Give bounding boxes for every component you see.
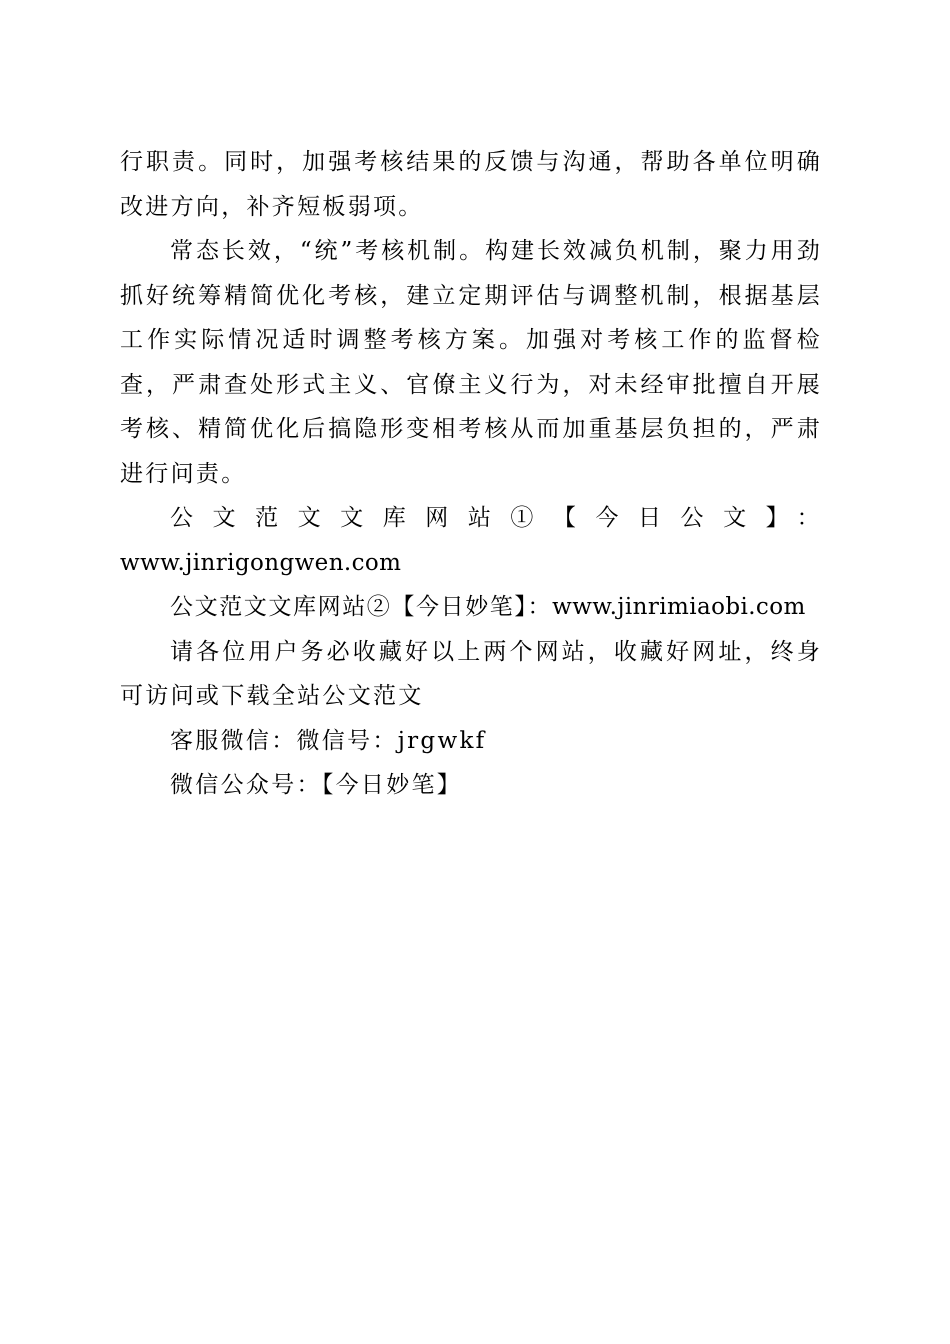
site1-url[interactable]: www.jinrigongwen.com xyxy=(120,549,402,576)
document-page xyxy=(120,140,822,808)
site2-label: 公文范文文库网站②【今日妙笔】： xyxy=(170,594,553,620)
site1-label: 公文范文文库网站①【今日公文】： xyxy=(170,505,822,531)
site2-url[interactable]: www.jinrimiaobi.com xyxy=(552,594,806,620)
body-paragraph-2: 常态长效，“统”考核机制。构建长效减负机制，聚力用劲抓好统筹精简优化考核，建立定期评估与调整机制，根据基层工作实际情况适时调整考核方案。加强对考核工作的监督检查，严肃查处形式主义、官僚主义行为，对未经审批擅自开展考核、精简优化后搞隐形变相考核从而加重基层负担的，严肃进行问责。 xyxy=(120,238,822,487)
official-account-name: 【今日妙笔】 xyxy=(321,772,463,798)
bookmark-notice: 请各位用户务必收藏好以上两个网站，收藏好网址，终身可访问或下载全站公文范文 xyxy=(120,638,822,709)
official-account-label: 微信公众号： xyxy=(170,772,322,798)
service-label: 客服微信：微信号： xyxy=(170,727,398,754)
body-paragraph-1: 行职责。同时，加强考核结果的反馈与沟通，帮助各单位明确改进方向，补齐短板弱项。 xyxy=(120,149,822,220)
official-account-line xyxy=(120,763,822,808)
site2-line xyxy=(120,585,822,630)
service-line xyxy=(120,719,822,764)
wechat-id: jrgwkf xyxy=(397,727,487,754)
